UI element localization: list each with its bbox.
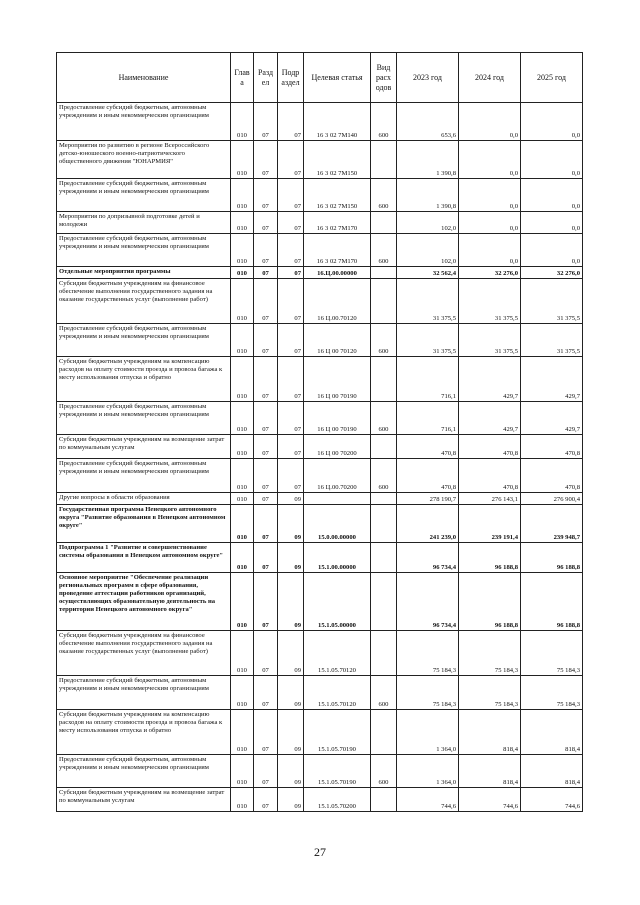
header-2023: 2023 год [397, 53, 459, 103]
row-value-2025: 31 375,5 [521, 324, 583, 357]
row-razdel: 07 [254, 505, 278, 543]
row-razdel: 07 [254, 435, 278, 459]
table-row [57, 573, 583, 631]
row-expense-type [371, 212, 397, 234]
row-podrazdel: 09 [278, 505, 304, 543]
row-razdel: 07 [254, 676, 278, 710]
row-expense-type [371, 435, 397, 459]
row-value-2023: 102,0 [397, 212, 459, 234]
page-number: 27 [314, 845, 326, 859]
row-name: Субсидии бюджетным учреждениям на возмещение затрат по коммунальным услугам [57, 435, 231, 459]
row-expense-type [371, 493, 397, 505]
table-row [57, 324, 583, 357]
row-podrazdel: 07 [278, 179, 304, 212]
row-expense-type [371, 788, 397, 812]
row-expense-type [371, 505, 397, 543]
row-article: 15.1.05.70190 [304, 755, 371, 788]
row-expense-type [371, 267, 397, 279]
row-razdel: 07 [254, 493, 278, 505]
row-podrazdel: 09 [278, 543, 304, 573]
row-value-2024: 75 184,3 [459, 676, 521, 710]
budget-table [56, 52, 583, 812]
table-row [57, 212, 583, 234]
table-row [57, 631, 583, 676]
row-podrazdel: 09 [278, 573, 304, 631]
row-value-2024: 96 188,8 [459, 573, 521, 631]
row-podrazdel: 09 [278, 631, 304, 676]
row-expense-type: 600 [371, 676, 397, 710]
row-value-2025: 75 184,3 [521, 676, 583, 710]
row-article: 16 Ц 00 70190 [304, 357, 371, 402]
row-value-2024: 276 143,1 [459, 493, 521, 505]
row-expense-type: 600 [371, 755, 397, 788]
row-value-2025: 0,0 [521, 179, 583, 212]
row-value-2025: 818,4 [521, 710, 583, 755]
row-razdel: 07 [254, 324, 278, 357]
row-razdel: 07 [254, 103, 278, 141]
header-name: Наименование [57, 53, 231, 103]
row-podrazdel: 09 [278, 788, 304, 812]
row-name: Предоставление субсидий бюджетным, автономным учреждениям и иным некоммерческим организациям [57, 234, 231, 267]
row-article: 16 Ц 00 70120 [304, 324, 371, 357]
row-expense-type: 600 [371, 402, 397, 435]
row-value-2024: 470,8 [459, 435, 521, 459]
row-value-2024: 31 375,5 [459, 279, 521, 324]
row-podrazdel: 07 [278, 279, 304, 324]
row-name: Субсидии бюджетным учреждениям на финансовое обеспечение выполнения государственного задания на оказание государственных услуг (выполнение работ) [57, 631, 231, 676]
row-article: 16 3 02 7М150 [304, 179, 371, 212]
row-value-2024: 429,7 [459, 357, 521, 402]
row-razdel: 07 [254, 212, 278, 234]
row-glava: 010 [231, 212, 254, 234]
row-expense-type: 600 [371, 234, 397, 267]
row-value-2024: 96 188,8 [459, 543, 521, 573]
table-row [57, 357, 583, 402]
row-razdel: 07 [254, 279, 278, 324]
header-expense-type: Вид расх одов [371, 53, 397, 103]
row-expense-type [371, 573, 397, 631]
row-expense-type [371, 279, 397, 324]
row-razdel: 07 [254, 710, 278, 755]
row-article: 16 3 02 7М170 [304, 234, 371, 267]
row-article: 16 Ц.00.70120 [304, 279, 371, 324]
row-podrazdel: 07 [278, 234, 304, 267]
row-glava: 010 [231, 357, 254, 402]
table-row [57, 710, 583, 755]
row-article: 16 Ц 00 70190 [304, 402, 371, 435]
row-name: Предоставление субсидий бюджетным, автономным учреждениям и иным некоммерческим организациям [57, 402, 231, 435]
row-razdel: 07 [254, 234, 278, 267]
row-expense-type [371, 631, 397, 676]
row-razdel: 07 [254, 631, 278, 676]
row-value-2024: 0,0 [459, 179, 521, 212]
row-value-2023: 716,1 [397, 357, 459, 402]
row-article: 16 3 02 7М140 [304, 103, 371, 141]
row-name: Субсидии бюджетным учреждениям на возмещение затрат по коммунальным услугам [57, 788, 231, 812]
row-article [304, 493, 371, 505]
table-row [57, 459, 583, 493]
row-name: Государственная программа Ненецкого автономного округа "Развитие образования в Ненецком автономном округе" [57, 505, 231, 543]
row-glava: 010 [231, 234, 254, 267]
table-row [57, 234, 583, 267]
row-glava: 010 [231, 493, 254, 505]
row-name: Предоставление субсидий бюджетным, автономным учреждениям и иным некоммерческим организациям [57, 324, 231, 357]
row-value-2025: 0,0 [521, 103, 583, 141]
row-value-2025: 276 900,4 [521, 493, 583, 505]
row-name: Подпрограмма 1 "Развитие и совершенствование системы образования в Ненецком автономном округе" [57, 543, 231, 573]
row-value-2023: 96 734,4 [397, 543, 459, 573]
row-podrazdel: 09 [278, 676, 304, 710]
row-glava: 010 [231, 755, 254, 788]
header-podrazdel: Подр аздел [278, 53, 304, 103]
row-razdel: 07 [254, 402, 278, 435]
row-article: 15.1.05.00000 [304, 573, 371, 631]
row-podrazdel: 07 [278, 357, 304, 402]
row-value-2024: 0,0 [459, 212, 521, 234]
row-value-2025: 75 184,3 [521, 631, 583, 676]
row-value-2025: 818,4 [521, 755, 583, 788]
row-article: 16 3 02 7М170 [304, 212, 371, 234]
header-razdel: Разд ел [254, 53, 278, 103]
table-row [57, 505, 583, 543]
row-article: 15.1.05.70190 [304, 710, 371, 755]
row-razdel: 07 [254, 179, 278, 212]
table-row [57, 179, 583, 212]
row-name: Субсидии бюджетным учреждениям на компенсацию расходов на оплату стоимости проезда и провоза багажа к месту использования отпуска и обратно [57, 710, 231, 755]
row-value-2023: 716,1 [397, 402, 459, 435]
row-value-2024: 818,4 [459, 755, 521, 788]
row-value-2024: 0,0 [459, 103, 521, 141]
row-value-2024: 818,4 [459, 710, 521, 755]
row-value-2023: 75 184,3 [397, 676, 459, 710]
row-value-2023: 31 375,5 [397, 279, 459, 324]
header-2024: 2024 год [459, 53, 521, 103]
table-row [57, 755, 583, 788]
row-name: Предоставление субсидий бюджетным, автономным учреждениям и иным некоммерческим организациям [57, 179, 231, 212]
header-2025: 2025 год [521, 53, 583, 103]
row-podrazdel: 09 [278, 755, 304, 788]
row-expense-type: 600 [371, 103, 397, 141]
row-value-2023: 653,6 [397, 103, 459, 141]
table-header-row [57, 53, 583, 103]
row-value-2025: 429,7 [521, 402, 583, 435]
row-glava: 010 [231, 573, 254, 631]
row-name: Отдельные мероприятия программы [57, 267, 231, 279]
row-expense-type [371, 710, 397, 755]
row-article: 16 Ц.00.70200 [304, 459, 371, 493]
row-value-2025: 96 188,8 [521, 543, 583, 573]
row-glava: 010 [231, 141, 254, 179]
row-value-2025: 0,0 [521, 212, 583, 234]
table-row [57, 493, 583, 505]
row-podrazdel: 07 [278, 103, 304, 141]
row-article: 15.1.05.70200 [304, 788, 371, 812]
row-value-2023: 96 734,4 [397, 573, 459, 631]
row-podrazdel: 09 [278, 710, 304, 755]
row-value-2024: 32 276,0 [459, 267, 521, 279]
row-value-2023: 32 562,4 [397, 267, 459, 279]
row-name: Другие вопросы в области образования [57, 493, 231, 505]
row-value-2024: 75 184,3 [459, 631, 521, 676]
row-name: Предоставление субсидий бюджетным, автономным учреждениям и иным некоммерческим организациям [57, 755, 231, 788]
row-name: Мероприятия по допризывной подготовке детей и молодежи [57, 212, 231, 234]
table-row [57, 543, 583, 573]
row-article: 16.Ц.00.00000 [304, 267, 371, 279]
row-value-2024: 429,7 [459, 402, 521, 435]
row-glava: 010 [231, 435, 254, 459]
row-glava: 010 [231, 505, 254, 543]
row-value-2023: 241 239,0 [397, 505, 459, 543]
table-row [57, 141, 583, 179]
row-value-2024: 0,0 [459, 234, 521, 267]
row-glava: 010 [231, 103, 254, 141]
row-razdel: 07 [254, 543, 278, 573]
row-podrazdel: 07 [278, 324, 304, 357]
row-expense-type: 600 [371, 324, 397, 357]
row-value-2024: 0,0 [459, 141, 521, 179]
row-glava: 010 [231, 631, 254, 676]
row-value-2023: 278 190,7 [397, 493, 459, 505]
row-glava: 010 [231, 267, 254, 279]
row-value-2023: 1 364,0 [397, 755, 459, 788]
row-glava: 010 [231, 788, 254, 812]
row-value-2024: 239 191,4 [459, 505, 521, 543]
row-expense-type: 600 [371, 459, 397, 493]
row-value-2023: 744,6 [397, 788, 459, 812]
row-value-2025: 0,0 [521, 234, 583, 267]
row-value-2024: 470,8 [459, 459, 521, 493]
row-razdel: 07 [254, 573, 278, 631]
table-row [57, 435, 583, 459]
row-article: 15.0.00.00000 [304, 505, 371, 543]
row-value-2023: 75 184,3 [397, 631, 459, 676]
row-razdel: 07 [254, 141, 278, 179]
budget-table-sheet [56, 52, 582, 812]
row-name: Предоставление субсидий бюджетным, автономным учреждениям и иным некоммерческим организациям [57, 676, 231, 710]
row-glava: 010 [231, 676, 254, 710]
row-razdel: 07 [254, 755, 278, 788]
row-glava: 010 [231, 324, 254, 357]
header-article: Целевая статья [304, 53, 371, 103]
row-article: 15.1.05.70120 [304, 631, 371, 676]
row-value-2023: 102,0 [397, 234, 459, 267]
row-razdel: 07 [254, 267, 278, 279]
row-glava: 010 [231, 459, 254, 493]
row-article: 16 3 02 7М150 [304, 141, 371, 179]
row-value-2024: 744,6 [459, 788, 521, 812]
row-expense-type [371, 141, 397, 179]
row-name: Мероприятия по развитию в регионе Всероссийского детско-юношеского военно-патриотического общественного движения "ЮНАРМИЯ" [57, 141, 231, 179]
row-name: Основное мероприятие "Обеспечение реализации региональных программ в сфере образования, проведение аттестации работников организаций, осуществляющих образовательную деятельность на территории Ненецкого автономного округа" [57, 573, 231, 631]
row-name: Предоставление субсидий бюджетным, автономным учреждениям и иным некоммерческим организациям [57, 459, 231, 493]
row-value-2023: 1 390,8 [397, 179, 459, 212]
row-glava: 010 [231, 710, 254, 755]
row-article: 15.1.00.00000 [304, 543, 371, 573]
row-value-2025: 429,7 [521, 357, 583, 402]
row-glava: 010 [231, 279, 254, 324]
table-row [57, 676, 583, 710]
row-value-2025: 470,8 [521, 459, 583, 493]
row-razdel: 07 [254, 788, 278, 812]
row-name: Субсидии бюджетным учреждениям на компенсацию расходов на оплату стоимости проезда и провоза багажа к месту использования отпуска и обратно [57, 357, 231, 402]
row-value-2025: 32 276,0 [521, 267, 583, 279]
row-value-2025: 470,8 [521, 435, 583, 459]
row-expense-type [371, 543, 397, 573]
row-podrazdel: 07 [278, 402, 304, 435]
row-glava: 010 [231, 179, 254, 212]
row-name: Предоставление субсидий бюджетным, автономным учреждениям и иным некоммерческим организациям [57, 103, 231, 141]
row-podrazdel: 07 [278, 267, 304, 279]
row-value-2024: 31 375,5 [459, 324, 521, 357]
row-expense-type [371, 357, 397, 402]
row-value-2025: 744,6 [521, 788, 583, 812]
row-glava: 010 [231, 543, 254, 573]
row-value-2023: 470,8 [397, 459, 459, 493]
row-podrazdel: 07 [278, 212, 304, 234]
row-podrazdel: 07 [278, 435, 304, 459]
row-value-2023: 1 390,8 [397, 141, 459, 179]
header-glava: Глав а [231, 53, 254, 103]
row-expense-type: 600 [371, 179, 397, 212]
row-podrazdel: 09 [278, 493, 304, 505]
row-article: 16 Ц 00 70200 [304, 435, 371, 459]
table-row [57, 267, 583, 279]
table-row [57, 402, 583, 435]
row-value-2025: 0,0 [521, 141, 583, 179]
table-row [57, 788, 583, 812]
table-row [57, 103, 583, 141]
table-body [57, 103, 583, 812]
row-value-2025: 239 948,7 [521, 505, 583, 543]
row-value-2023: 31 375,5 [397, 324, 459, 357]
row-value-2025: 31 375,5 [521, 279, 583, 324]
row-razdel: 07 [254, 459, 278, 493]
row-value-2023: 1 364,0 [397, 710, 459, 755]
row-value-2023: 470,8 [397, 435, 459, 459]
table-row [57, 279, 583, 324]
row-podrazdel: 07 [278, 459, 304, 493]
row-razdel: 07 [254, 357, 278, 402]
row-glava: 010 [231, 402, 254, 435]
row-value-2025: 96 188,8 [521, 573, 583, 631]
row-name: Субсидии бюджетным учреждениям на финансовое обеспечение выполнения государственного задания на оказание государственных услуг (выполнение работ) [57, 279, 231, 324]
row-article: 15.1.05.70120 [304, 676, 371, 710]
row-podrazdel: 07 [278, 141, 304, 179]
